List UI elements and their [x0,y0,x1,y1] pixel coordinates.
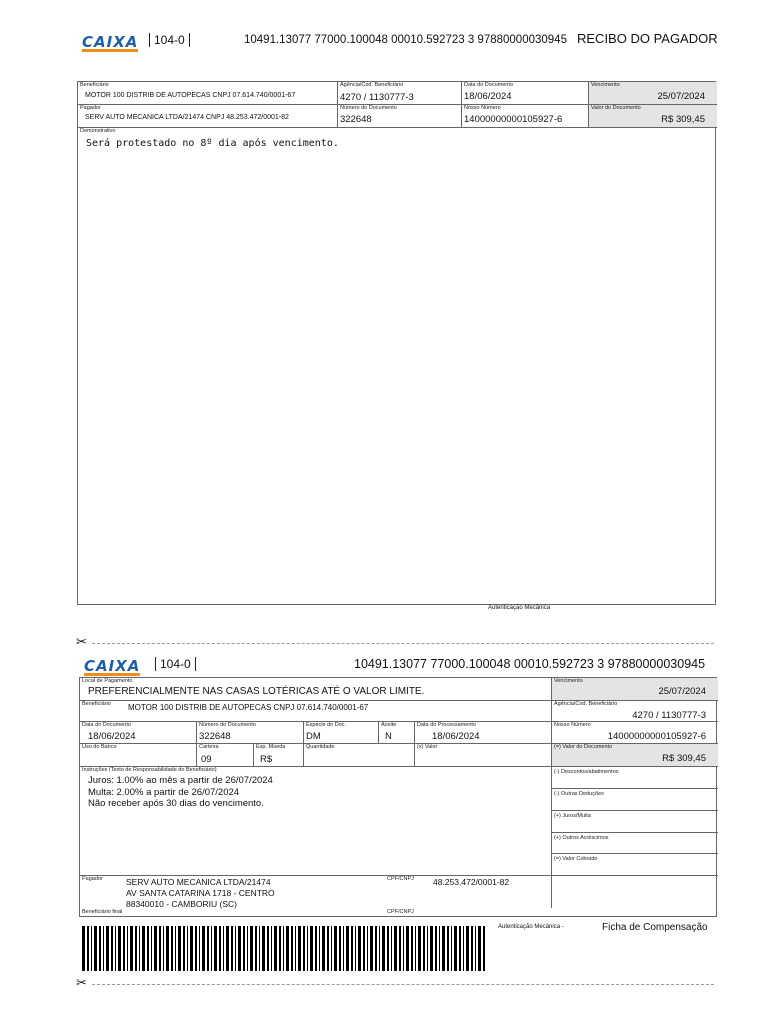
caixa-logo: CAIXA [82,33,139,51]
comp-carteira: Carteira 09 [196,743,253,766]
receipt-beneficiario: Beneficiário MOTOR 100 DISTRIB DE AUTOPECAS CNPJ 07.614.740/0001-67 [80,82,296,99]
comp-numero-documento: Número do Documento 322648 [196,721,303,743]
receipt-agencia: Agência/Cod. Beneficiário 4270 / 1130777-3 [337,82,461,104]
comp-beneficiario: Beneficiário MOTOR 100 DISTRIB DE AUTOPECAS CNPJ 07.614.740/0001-67 [80,700,551,721]
comp-aceite: Aceite N [378,721,414,743]
barcode [82,926,486,971]
receipt-demonstrativo: Demonstrativo Será protestado no 8º dia após vencimento. [78,127,717,605]
instrucao-line: Juros: 1.00% ao mês a partir de 26/07/2024 [88,775,273,786]
pagador-line: SERV AUTO MECANICA LTDA/21474 [126,877,271,887]
comp-pagador: Pagador SERV AUTO MECANICA LTDA/21474 AV SANTA CATARINA 1718 - CENTRO 88340010 - CAMBORIU (SC) CPF/CNPJ 48.253.472/0001-82 Beneficiário final CPF/CNPJ [80,875,718,917]
comp-quantidade: Quantidade [303,743,414,766]
cut-line [92,643,714,644]
scissors-icon-2: ✂ [76,975,87,990]
caixa-logo-2: CAIXA [84,657,141,675]
receipt-numero-documento: Número do Documento 322648 [337,104,461,127]
digitable-line: 10491.13077 77000.100048 00010.592723 3 97880000030945 [244,34,567,46]
scissors-icon: ✂ [76,634,87,649]
comp-autenticacao: Autenticação Mecânica - [498,924,564,930]
receipt-autenticacao: Autenticação Mecânica [488,605,551,611]
comp-outros-acrescimos: (+) Outros Acréscimos [551,832,718,853]
beneficiario-final-label: Beneficiário final [82,909,123,915]
comp-uso-banco: Uso do Banco [80,743,196,766]
receipt-nosso-numero: Nosso Número 14000000000105927-6 [461,104,588,127]
receipt-pagador: Pagador SERV AUTO MECANICA LTDA/21474 CNPJ 48.253.472/0001-82 [78,104,337,127]
comp-outras-deducoes: (-) Outras Deduções [551,788,718,810]
comp-valor-cobrado: (=) Valor Cobrado [551,853,718,875]
comp-agencia: Agência/Cod. Beneficiário 4270 / 1130777-3 [551,700,718,721]
comp-instrucoes: Instruções (Texto de Responsabilidade do Beneficiário) Juros: 1.00% ao mês a partir de 26/07/2024 Multa: 2.00% a partir de 26/07/2024 Não receber após 30 dias do vencimento. [80,766,551,875]
receipt-data-documento: Data do Documento 18/06/2024 [461,82,588,104]
cut-line-2 [92,984,714,985]
comp-especie-doc: Espécie do Doc. DM [303,721,378,743]
comp-valor-documento: (=) Valor do Documento R$ 309,45 [551,743,718,766]
ficha-compensacao: Ficha de Compensação [602,922,708,933]
pagador-line: 88340010 - CAMBORIU (SC) [126,899,238,909]
bank-code: 104-0 [149,33,190,47]
receipt-valor-documento: Valor do Documento R$ 309,45 [588,104,717,127]
comp-valor-x: (x) Valor [414,743,551,766]
comp-data-documento: Data do Documento 18/06/2024 [80,721,196,743]
digitable-line-2: 10491.13077 77000.100048 00010.592723 3 97880000030945 [354,657,706,671]
receipt-vencimento: Vencimento 25/07/2024 [588,82,717,104]
pagador-line: AV SANTA CATARINA 1718 - CENTRO [126,888,275,898]
bank-code-2: 104-0 [155,657,196,671]
comp-juros-multa: (+) Juros/Multa [551,810,718,832]
comp-nosso-numero: Nosso Número 14000000000105927-6 [551,721,718,743]
receipt-title: RECIBO DO PAGADOR [577,31,718,46]
receipt-table [77,81,716,605]
comp-data-processamento: Data do Processamento 18/06/2024 [414,721,551,743]
compensation-table [79,677,717,917]
local-pagamento: Local de Pagamento PREFERENCIALMENTE NAS CASAS LOTÉRICAS ATÉ O VALOR LIMITE. [82,678,425,697]
cpf-cnpj-label-2: CPF/CNPJ [387,909,414,915]
comp-descontos: (-) Descontos/abatimentos [551,766,718,788]
comp-esp-moeda: Esp. Moeda R$ [253,743,303,766]
instrucao-line: Não receber após 30 dias do vencimento. [88,798,264,809]
instrucao-line: Multa: 2.00% a partir de 26/07/2024 [88,786,240,798]
comp-vencimento: Vencimento 25/07/2024 [551,678,718,700]
